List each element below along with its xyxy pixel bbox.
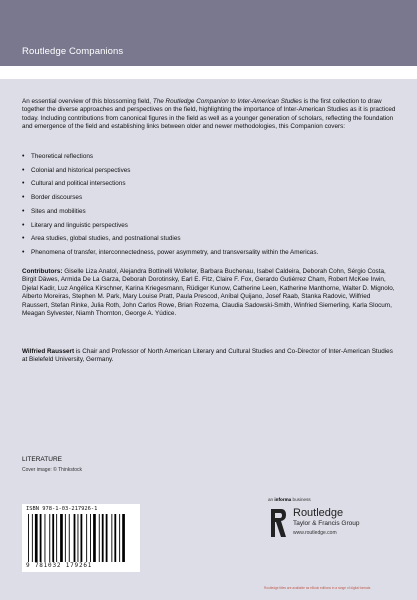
barcode-bar (52, 514, 54, 562)
list-item: • Colonial and historical perspectives (22, 166, 131, 174)
barcode-bar (32, 514, 33, 562)
barcode-bar (35, 514, 38, 562)
barcode-bar (102, 514, 104, 562)
barcode-bar (90, 514, 91, 562)
barcode-bar (78, 514, 79, 562)
list-item: • Theoretical reflections (22, 153, 94, 160)
publisher-website: www.routledge.com (293, 530, 337, 536)
barcode-bar (40, 514, 42, 562)
bullet-icon: • (22, 248, 25, 256)
barcode-bar (69, 514, 70, 562)
bullet-icon: • (22, 180, 25, 188)
list-item: • Border discourses (22, 194, 83, 202)
routledge-logo-icon (268, 507, 288, 539)
list-item: • Literary and linguistic perspectives (22, 221, 128, 229)
header-rule (0, 66, 417, 79)
list-item: • Cultural and political intersections (22, 180, 126, 188)
barcode-bar (119, 514, 120, 562)
barcode-bar (81, 514, 83, 562)
barcode (22, 504, 140, 572)
barcode-bar (74, 514, 76, 562)
contributors-names: Giselle Liza Anatol, Alejandra Bottinelli Wolleter, Barbara Buchenau, Isabel Caldeira, Deborah Cohn, Sérgio Costa, Birgit Däwes, Armida De La Garza, Deborah Dorotinsky, Earl E. Fitz, Claire F. Fox, Gerardo Gutiérrez Cham, Robert McKee Irwin, Djelal Kadir, Luz Angélica Kirschner, Karina Kriegesmann, Rüdiger Kunow, Catherine Leen, Katherine Manthorne, Walter D. Mignolo, Alberto Moreiras, Stephen M. Park, Mary Louise Pratt, Paula Prescod, Aníbal Quijano, Josef Raab, Stanka Radovic, Wilfried Raussert, Stefan Rinke, Julia Roth, John Carlos Rowe, Brian Rozema, Claudia Sadowski-Smith, Winfried Siemerling, Karla Slocum, Meagan Sylvester, Niamh Thornton, George A. Yúdice. (22, 268, 395, 318)
cover-credit: Cover image: © Thinkstock (22, 467, 83, 473)
publisher-group: Taylor & Francis Group (293, 520, 360, 527)
publisher-name: Routledge (293, 507, 344, 519)
barcode-bar (122, 514, 125, 562)
barcode-bar (56, 514, 57, 562)
bullet-icon: • (22, 153, 25, 160)
bullet-icon: • (22, 207, 25, 215)
bullet-icon: • (22, 194, 25, 202)
editor-name: Wilfried Raussert (22, 348, 75, 355)
barcode-bar (106, 514, 108, 562)
barcode-bar (28, 514, 29, 562)
intro-pre: An essential overview of this blossoming field, (22, 98, 153, 105)
bullet-icon: • (22, 235, 25, 243)
list-item: • Area studies, global studies, and postnational studies (22, 235, 181, 243)
topics-list (22, 153, 397, 263)
barcode-icon (28, 514, 136, 562)
barcode-bar (86, 514, 87, 562)
contributors-label: Contributors: (22, 268, 63, 275)
barcode-bar (114, 514, 116, 562)
informa-tagline: an informa business (268, 497, 311, 502)
barcode-bar (49, 514, 50, 562)
intro-text (22, 98, 397, 132)
book-title: The Routledge Companion to Inter-American Studies (152, 98, 302, 105)
bullet-icon: • (22, 221, 25, 229)
barcode-bar (65, 514, 66, 562)
isbn-number: 9 781032 179261 (26, 562, 93, 569)
editor-bio-text: is Chair and Professor of North American Literary and Cultural Studies and Co-Director of Inter-American Studies at Bielefeld University, Germany. (22, 348, 393, 364)
barcode-bar (93, 514, 96, 562)
subject-category: LITERATURE (22, 456, 62, 463)
barcode-bar (60, 514, 63, 562)
intro-post: is the first collection to draw together the diverse approaches and perspectives on the field, highlighting the importance of Inter-American Studies as it is practiced today. Including contributions from canonical figures in the field as well as a younger generation of scholars, reflecting the foundation and emergence of the field and establishing links between older and newer methodologies, this Companion covers: (22, 98, 396, 131)
barcode-bar (111, 514, 112, 562)
isbn-text: ISBN 978-1-03-217926-1 (26, 506, 98, 512)
barcode-bar (45, 514, 46, 562)
barcode-bar (99, 514, 100, 562)
ebook-note: Routledge titles are available as eBook editions in a range of digital formats (264, 586, 371, 590)
bullet-icon: • (22, 166, 25, 174)
editor-bio (22, 348, 397, 365)
contributors-paragraph (22, 268, 397, 318)
series-title: Routledge Companions (22, 46, 124, 57)
list-item: • Phenomena of transfer, interconnectedness, power asymmetry, and transversality within the Americas. (22, 248, 319, 256)
list-item: • Sites and mobilities (22, 207, 86, 215)
